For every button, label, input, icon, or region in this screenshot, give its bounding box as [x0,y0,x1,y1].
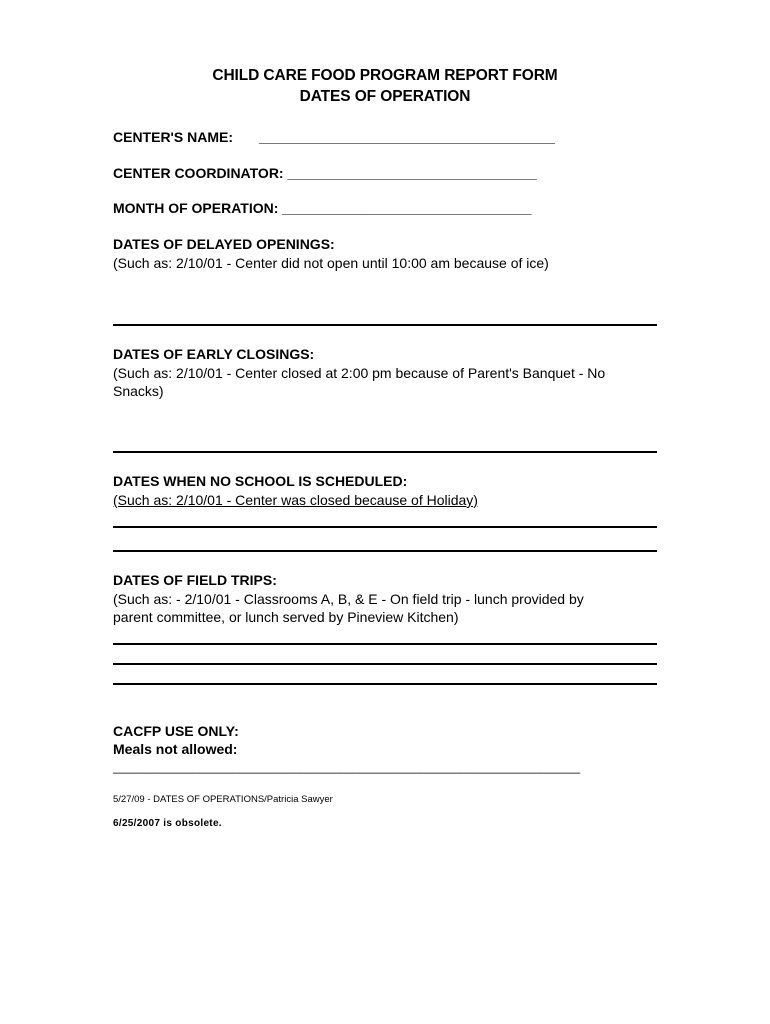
center-name-blank[interactable]: ______________________________________ [259,129,555,145]
no-school-heading: DATES WHEN NO SCHOOL IS SCHEDULED: [113,473,408,489]
field-trips-line-3[interactable] [113,683,657,685]
delayed-openings-example: (Such as: 2/10/01 - Center did not open until 10:00 am because of ice) [113,255,549,271]
center-coordinator-label: CENTER COORDINATOR: ________________________________ [113,165,537,181]
early-closings-line[interactable] [113,451,657,453]
center-name-label: CENTER'S NAME: [113,129,233,145]
field-trips-line-1[interactable] [113,643,657,645]
form-title-line1: CHILD CARE FOOD PROGRAM REPORT FORM [212,67,558,84]
field-trips-example-line2: parent committee, or lunch served by Pineview Kitchen) [113,609,459,625]
no-school-line-2[interactable] [113,550,657,552]
no-school-example: (Such as: 2/10/01 - Center was closed because of Holiday) [113,492,478,508]
center-coordinator-blank[interactable]: ________________________________ [287,165,537,181]
no-school-line-1[interactable] [113,526,657,528]
revision-note: 5/27/09 - DATES OF OPERATIONS/Patricia Sawyer [113,794,333,805]
delayed-openings-heading: DATES OF DELAYED OPENINGS: [113,236,335,252]
early-closings-heading: DATES OF EARLY CLOSINGS: [113,346,315,362]
early-closings-example-line1: (Such as: 2/10/01 - Center closed at 2:00 pm because of Parent's Banquet - No [113,365,606,381]
month-of-operation-label: MONTH OF OPERATION: ________________________________ [113,200,532,216]
meals-not-allowed-label: Meals not allowed: [113,741,238,757]
field-trips-example-line1: (Such as: - 2/10/01 - Classrooms A, B, & E - On field trip - lunch provided by [113,591,584,607]
field-trips-heading: DATES OF FIELD TRIPS: [113,572,277,588]
meals-not-allowed-blank[interactable]: ______________________________________________________________________ [113,760,581,774]
month-of-operation-blank[interactable]: ________________________________ [282,200,532,216]
field-trips-line-2[interactable] [113,663,657,665]
cacfp-heading: CACFP USE ONLY: [113,723,239,739]
form-title-line2: DATES OF OPERATION [299,88,471,105]
early-closings-example-line2: Snacks) [113,383,164,399]
obsolete-note: 6/25/2007 is obsolete. [113,818,222,829]
delayed-openings-line[interactable] [113,324,657,326]
